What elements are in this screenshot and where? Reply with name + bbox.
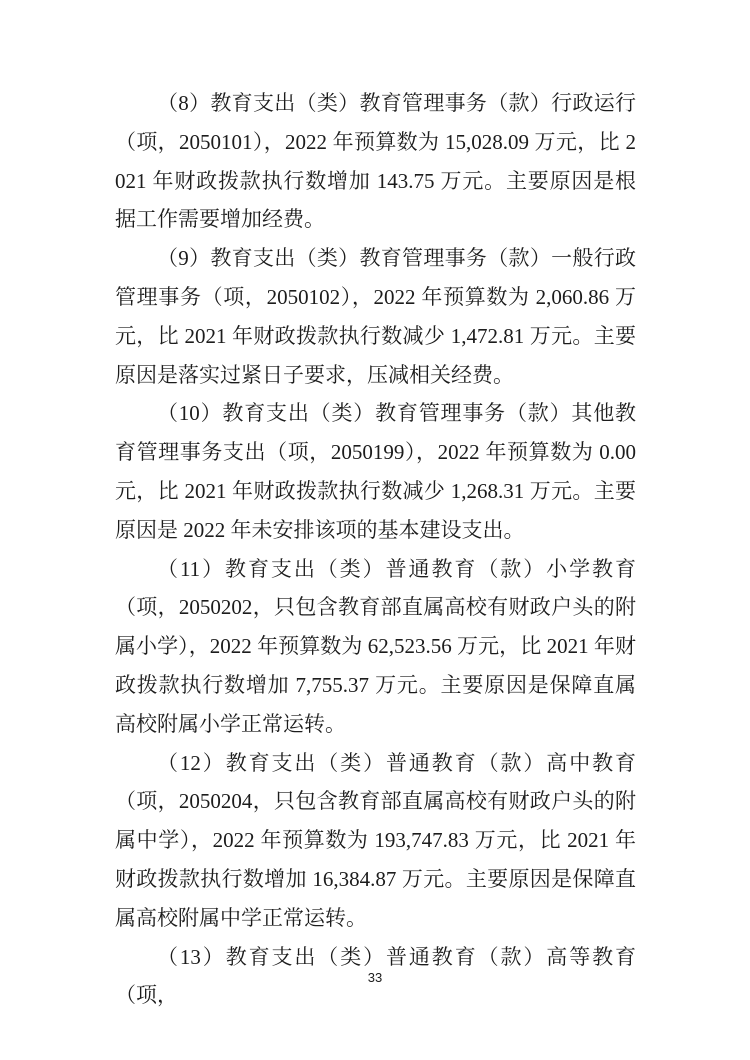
- page-number: 33: [367, 970, 383, 985]
- paragraph: （8）教育支出（类）教育管理事务（款）行政运行（项，2050101），2022 年预算数为 15,028.09 万元，比 2021 年财政拨款执行数增加 143.75 万元。主要原因是根据工作需要增加经费。: [115, 91, 636, 232]
- paragraph: （9）教育支出（类）教育管理事务（款）一般行政管理事务（项，2050102），2022 年预算数为 2,060.86 万元，比 2021 年财政拨款执行数减少 1,472.81 万元。主要原因是落实过紧日子要求，压减相关经费。: [115, 246, 636, 387]
- document-body: [115, 84, 636, 1015]
- paragraph: （11）教育支出（类）普通教育（款）小学教育（项，2050202，只包含教育部直属高校有财政户头的附属小学），2022 年预算数为 62,523.56 万元，比 2021 年财政拨款执行数增加 7,755.37 万元。主要原因是保障直属高校附属小学正常运转。: [115, 556, 636, 736]
- paragraph: （13）教育支出（类）普通教育（款）高等教育（项，: [115, 944, 636, 1008]
- paragraph: （12）教育支出（类）普通教育（款）高中教育（项，2050204，只包含教育部直属高校有财政户头的附属中学），2022 年预算数为 193,747.83 万元，比 2021 年财政拨款执行数增加 16,384.87 万元。主要原因是保障直属高校附属中学正常运转。: [115, 750, 636, 930]
- paragraph: （10）教育支出（类）教育管理事务（款）其他教育管理事务支出（项，2050199），2022 年预算数为 0.00 元，比 2021 年财政拨款执行数减少 1,268.31 万元。主要原因是 2022 年未安排该项的基本建设支出。: [115, 401, 636, 542]
